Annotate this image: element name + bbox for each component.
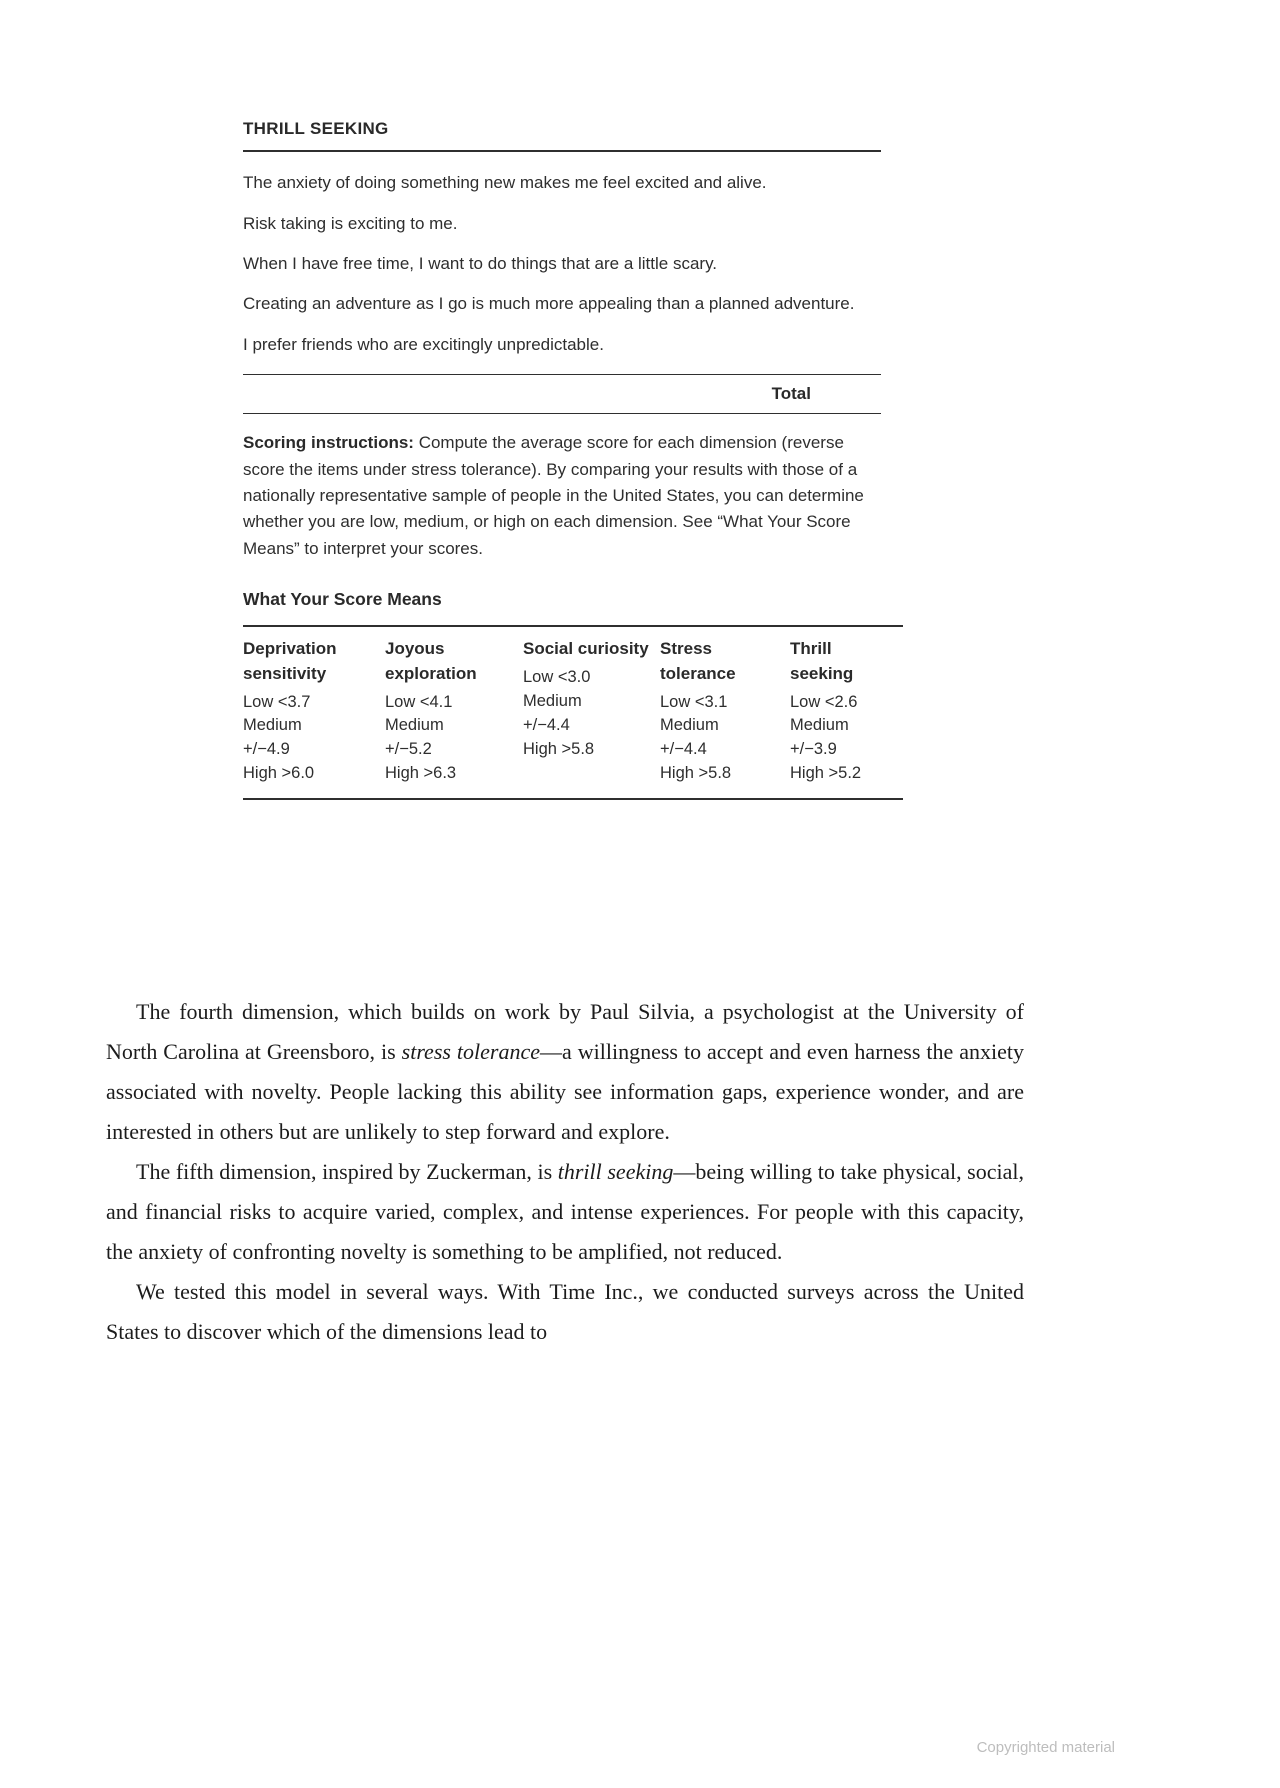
score-column-thrill-seeking [790, 637, 903, 786]
score-column-header: Deprivation sensitivity [243, 639, 337, 683]
scoring-instructions [243, 430, 881, 562]
body-text [106, 992, 1024, 1352]
total-label: Total [771, 384, 811, 404]
body-paragraph: The fourth dimension, which builds on work by Paul Silvia, a psychologist at the University of North Carolina at Greensboro, is stress tolerance—a willingness to accept and even harness the anxiety associated with novelty. People lacking this ability see information gaps, experience wonder, and are interested in others but are unlikely to step forward and explore. [106, 999, 1024, 1145]
body-paragraph: We tested this model in several ways. With Time Inc., we conducted surveys across the United States to discover which of the dimensions lead to [106, 1279, 1024, 1345]
score-high: High >5.8 [523, 739, 595, 758]
score-low: Low <3.7 [243, 692, 311, 711]
questionnaire-title: THRILL SEEKING [243, 119, 389, 138]
total-divider-bottom [243, 413, 881, 414]
score-column-header: Thrill seeking [790, 639, 854, 683]
score-high: High >5.2 [790, 764, 862, 783]
score-column-stress-tolerance [660, 637, 790, 786]
score-medium-label: Medium [790, 716, 849, 735]
score-medium-label: Medium [660, 716, 719, 735]
scoring-instructions-text: Compute the average score for each dimension (reverse score the items under stress tolerance). By comparing your results with those of a nationally representative sample of people in the United States, you can determine whether you are low, medium, or high on each dimension. See “What Your Score Means” to interpret your scores. [243, 433, 864, 558]
score-column-joyous-exploration [385, 637, 523, 786]
score-medium-value: +/−4.4 [660, 740, 707, 759]
score-low: Low <3.0 [523, 667, 591, 686]
score-medium-value: +/−4.9 [243, 740, 290, 759]
score-high: High >6.0 [243, 764, 315, 783]
score-column-header: Stress tolerance [660, 639, 736, 683]
questionnaire-item: Creating an adventure as I go is much more appealing than a planned adventure. [243, 294, 855, 314]
scoring-instructions-label: Scoring instructions: [243, 433, 414, 453]
body-paragraph: The fifth dimension, inspired by Zuckerman, is thrill seeking—being willing to take physical, social, and financial risks to acquire varied, complex, and intense experiences. For people with this capacity, the anxiety of confronting novelty is something to be amplified, not reduced. [106, 1159, 1024, 1265]
copyright-notice: Copyrighted material [976, 1739, 1115, 1756]
questionnaire-item: I prefer friends who are excitingly unpredictable. [243, 334, 604, 354]
score-column-header: Joyous exploration [385, 639, 477, 683]
questionnaire-item: Risk taking is exciting to me. [243, 213, 458, 233]
questionnaire-item: When I have free time, I want to do things that are a little scary. [243, 254, 718, 274]
score-medium-label: Medium [523, 691, 582, 710]
score-column-header: Social curiosity [523, 639, 649, 659]
score-table-heading: What Your Score Means [243, 589, 442, 610]
score-low: Low <3.1 [660, 692, 728, 711]
score-column-social-curiosity [523, 637, 660, 786]
score-column-deprivation-sensitivity [243, 637, 385, 786]
questionnaire-item: The anxiety of doing something new makes me feel excited and alive. [243, 173, 767, 193]
score-high: High >6.3 [385, 764, 457, 783]
questionnaire-section [243, 116, 881, 800]
score-medium-value: +/−3.9 [790, 740, 837, 759]
score-medium-value: +/−5.2 [385, 740, 432, 759]
score-high: High >5.8 [660, 764, 732, 783]
title-divider [243, 150, 881, 152]
score-low: Low <4.1 [385, 692, 453, 711]
score-medium-value: +/−4.4 [523, 715, 570, 734]
score-medium-label: Medium [243, 716, 302, 735]
score-table [243, 625, 903, 800]
score-low: Low <2.6 [790, 692, 858, 711]
score-medium-label: Medium [385, 716, 444, 735]
